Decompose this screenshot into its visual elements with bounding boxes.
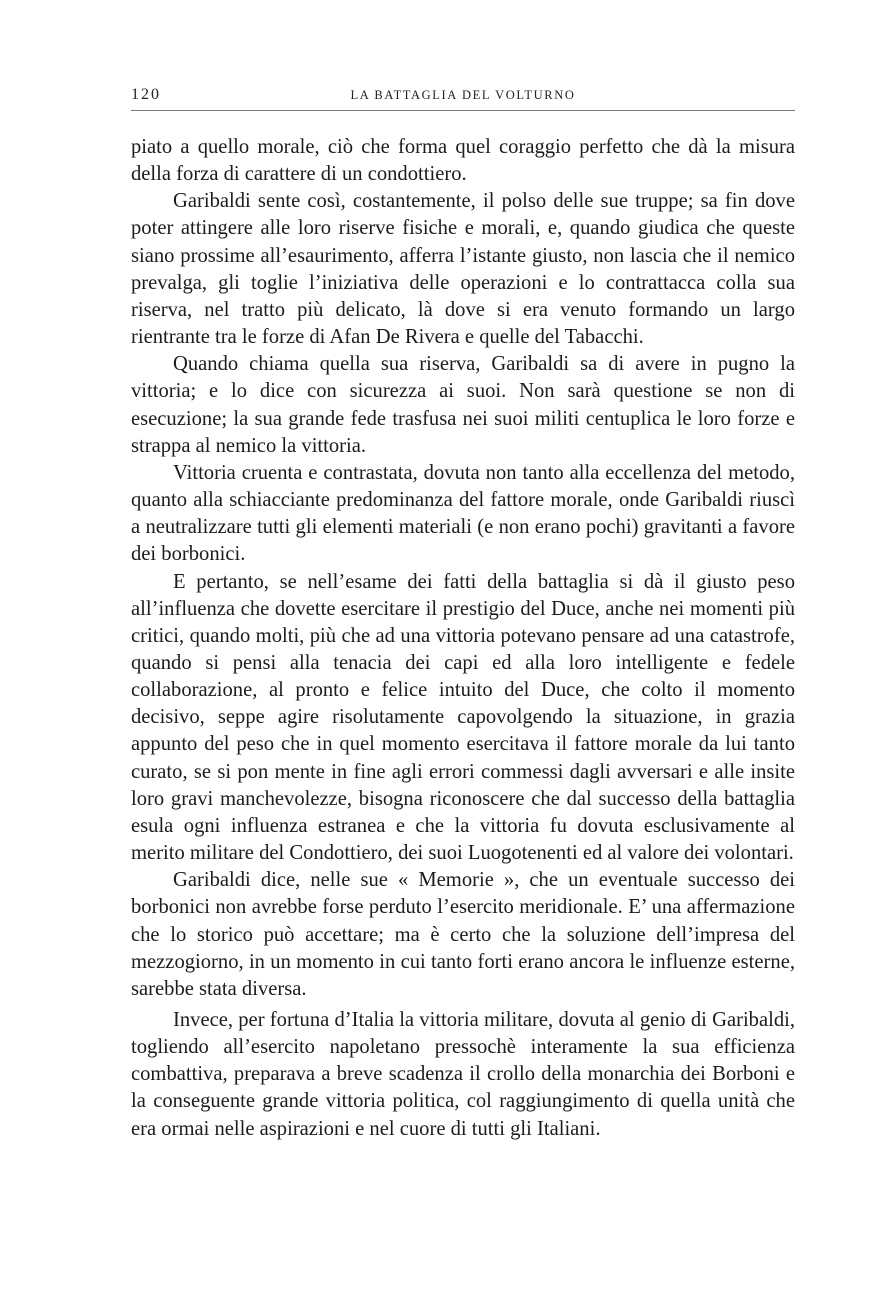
paragraph-continuation: piato a quello morale, ciò che forma quel coraggio perfetto che dà la misura della forza di carattere di un condottiero. [131, 136, 795, 186]
paragraph-prestige-of-duce: E pertanto, se nell’esame dei fatti della battaglia si dà il giusto peso all’influenza che dovette esercitare il prestigio del Duce, anche nei momenti più critici, quando molti, più che ad una vittoria potevano pensare ad una catastrofe, quando si pensi alla tenacia dei capi ed alla loro intelligente e fedele collaborazione, al pronto e felice intuito del Duce, che colto il momento decisivo, seppe agire risolutamente capovolgendo la situazione, in grazia appunto del peso che in quel momento esercitava il fattore morale da lui tanto curato, se si pon mente in fine agli errori commessi dagli avversari e alle insite loro gravi manchevolezze, bisogna riconoscere che dal successo della battaglia esula ogni influenza estranea e che la vittoria fu dovuta esclusivamente al merito militare del Condottiero, dei suoi Luogotenenti ed al valore dei volontari. [131, 570, 795, 865]
running-header [131, 84, 795, 111]
paragraph-fortune-of-italy: Invece, per fortuna d’Italia la vittoria militare, dovuta al genio di Garibaldi, togliendo all’esercito napoletano pressochè interamente la sua efficienza combattiva, preparava a breve scadenza il crollo della monarchia dei Borboni e la conseguente grande vittoria politica, col raggiungimento di quella unità che era ormai nelle aspirazioni e nel cuore di tutti gli Italiani. [131, 1009, 795, 1140]
paragraph-garibaldi-senses-troops: Garibaldi sente così, costantemente, il polso delle sue truppe; sa fin dove poter attingere alle loro riserve fisiche e morali, e, quando giudica che queste siano prossime all’esaurimento, afferra l’istante giusto, non lascia che il nemico prevalga, gli toglie l’iniziativa delle operazioni e lo contrattacca colla sua riserva, nel tratto più delicato, là dove si era venuto formando un largo rientrante tra le forze di Afan De Rivera e quelle del Tabacchi. [131, 190, 795, 349]
page-number: 120 [131, 86, 161, 103]
body-text [131, 134, 795, 1143]
paragraph-memorie: Garibaldi dice, nelle sue « Memorie », che un eventuale successo dei borbonici non avrebbe forse perduto l’esercito meridionale. E’ una affermazione che lo storico può accettare; ma è certo che la soluzione dell’impresa del mezzogiorno, in un momento in cui tanto forti erano ancora le influenze esterne, sarebbe stata diversa. [131, 869, 795, 1000]
running-title: LA BATTAGLIA DEL VOLTURNO [350, 88, 576, 102]
paragraph-bloody-victory: Vittoria cruenta e contrastata, dovuta non tanto alla eccellenza del metodo, quanto alla schiacciante predominanza del fattore morale, onde Garibaldi riuscì a neutralizzare tutti gli elementi materiali (e non erano pochi) gravitanti a favore dei borbonici. [131, 461, 795, 566]
paragraph-reserve-called: Quando chiama quella sua riserva, Garibaldi sa di avere in pugno la vittoria; e lo dice con sicurezza ai suoi. Non sarà questione se non di esecuzione; la sua grande fede trasfusa nei suoi militi centuplica le loro forze e strappa al nemico la vittoria. [131, 353, 795, 457]
